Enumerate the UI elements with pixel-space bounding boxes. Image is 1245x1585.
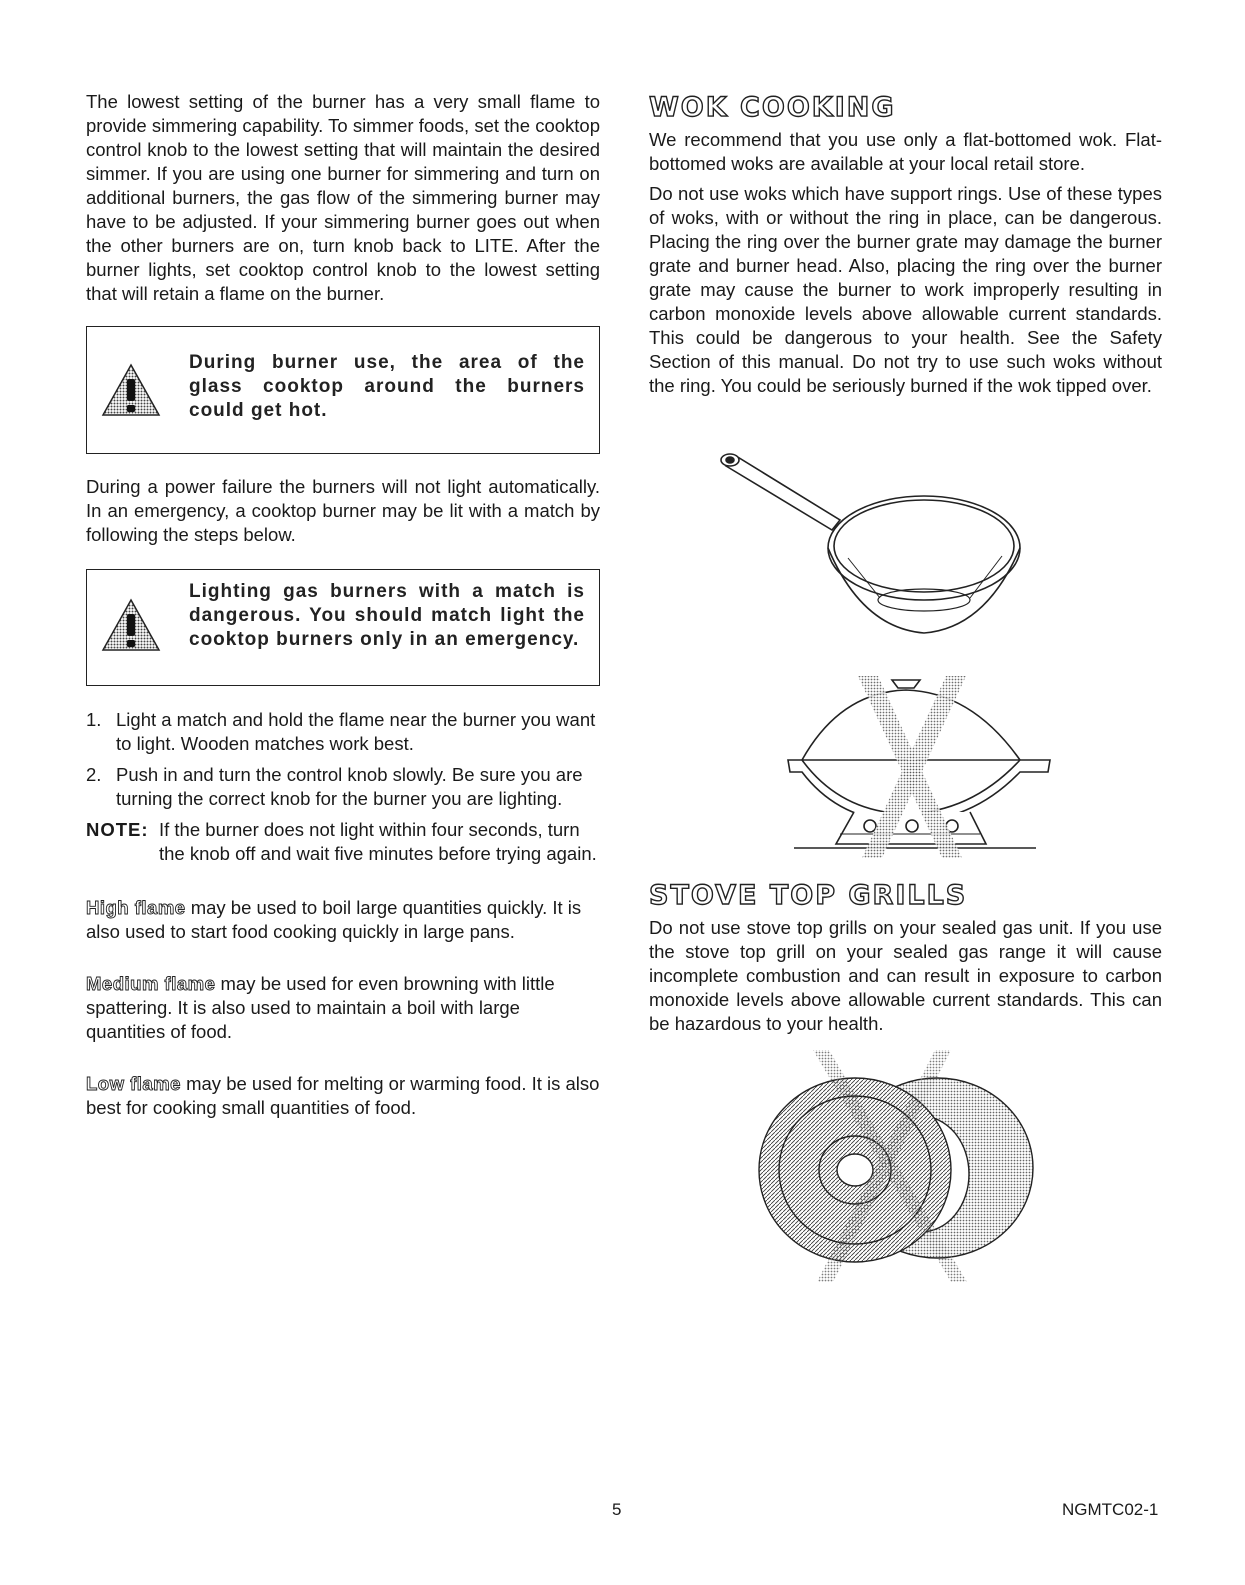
stove-top-grills-heading: STOVE TOP GRILLS <box>649 880 968 911</box>
simmer-paragraph: The lowest setting of the burner has a very small flame to provide simmering capability. To simmer foods, set the cooktop control knob to the lowest setting that will maintain the desired simmer. If you are using one burner for simmering and turn on additional burners, the gas flow of the simmering burner may have to be adjusted. If your simmering burner goes out when the other burners are on, turn knob back to LITE. After the burner lights, set cooktop control knob to the lowest setting that will retain a flame on the burner. <box>86 91 600 304</box>
high-flame-paragraph <box>86 896 600 944</box>
power-failure-paragraph: During a power failure the burners will not light automatically. In an emergency, a cooktop burner may be lit with a match by following the steps below. <box>86 476 600 545</box>
medium-flame-paragraph <box>86 972 600 1044</box>
low-flame-text: may be used for melting or warming food. It is also best for cooking small quantities of food. <box>86 1073 600 1118</box>
note <box>86 818 600 866</box>
medium-flame-term: Medium flame <box>86 973 216 994</box>
low-flame-paragraph <box>86 1072 600 1120</box>
medium-flame-text: may be used for even browning with little spattering. It is also used to maintain a boil with large quantities of food. <box>86 973 555 1042</box>
low-flame-term: Low flame <box>86 1073 181 1094</box>
high-flame-text: may be used to boil large quantities quickly. It is also used to start food cooking quickly in large pans. <box>86 897 582 942</box>
left-column <box>86 90 600 1120</box>
wok-paragraph-1: We recommend that you use only a flat-bottomed wok. Flat-bottomed woks are available at your local retail store. <box>649 129 1162 174</box>
step-number: 1. <box>86 709 102 730</box>
step-number: 2. <box>86 764 102 785</box>
warning-triangle-icon <box>101 598 161 652</box>
hot-cooktop-warning-box <box>86 326 600 454</box>
stove-top-grill-crossed-out-illustration <box>755 1048 1045 1284</box>
note-text: If the burner does not light within four seconds, turn the knob off and wait five minutes before trying again. <box>159 819 597 864</box>
flat-bottom-wok-illustration <box>712 448 1032 658</box>
step-text: Push in and turn the control knob slowly. Be sure you are turning the correct knob for the burner you are lighting. <box>116 764 583 809</box>
match-lighting-warning-text: Lighting gas burners with a match is dangerous. You should match light the cooktop burners only in an emergency. <box>189 581 585 650</box>
wok-cooking-heading: WOK COOKING <box>649 92 896 123</box>
page-number: 5 <box>612 1500 622 1519</box>
document-code: NGMTC02-1 <box>1062 1500 1159 1519</box>
hot-cooktop-warning-text: During burner use, the area of the glass cooktop around the burners could get hot. <box>189 352 585 421</box>
list-item <box>86 763 600 811</box>
lighting-steps-list <box>86 708 600 811</box>
right-column <box>649 92 1162 398</box>
match-lighting-warning-box <box>86 569 600 686</box>
step-text: Light a match and hold the flame near the burner you want to light. Wooden matches work best. <box>116 709 596 754</box>
high-flame-term: High flame <box>86 897 186 918</box>
wok-with-ring-crossed-out-illustration <box>780 672 1060 864</box>
list-item <box>86 708 600 756</box>
warning-triangle-icon <box>101 363 161 417</box>
grills-paragraph: Do not use stove top grills on your sealed gas unit. If you use the stove top grill on your sealed gas range it will cause incomplete combustion and can result in exposure to carbon monoxide levels above allowable current standards. This can be hazardous to your health. <box>649 917 1162 1034</box>
note-label: NOTE: <box>86 819 149 840</box>
grills-section <box>649 880 1162 1036</box>
wok-paragraph-2: Do not use woks which have support rings. Use of these types of woks, with or without the ring in place, can be dangerous. Placing the ring over the burner grate may damage the burner grate and burner head. Also, placing the ring over the burner grate may cause the burner to work improperly resulting in carbon monoxide levels above allowable current standards. This could be dangerous to your health. See the Safety Section of this manual. Do not try to use such woks without the ring. You could be seriously burned if the wok tipped over. <box>649 183 1162 396</box>
